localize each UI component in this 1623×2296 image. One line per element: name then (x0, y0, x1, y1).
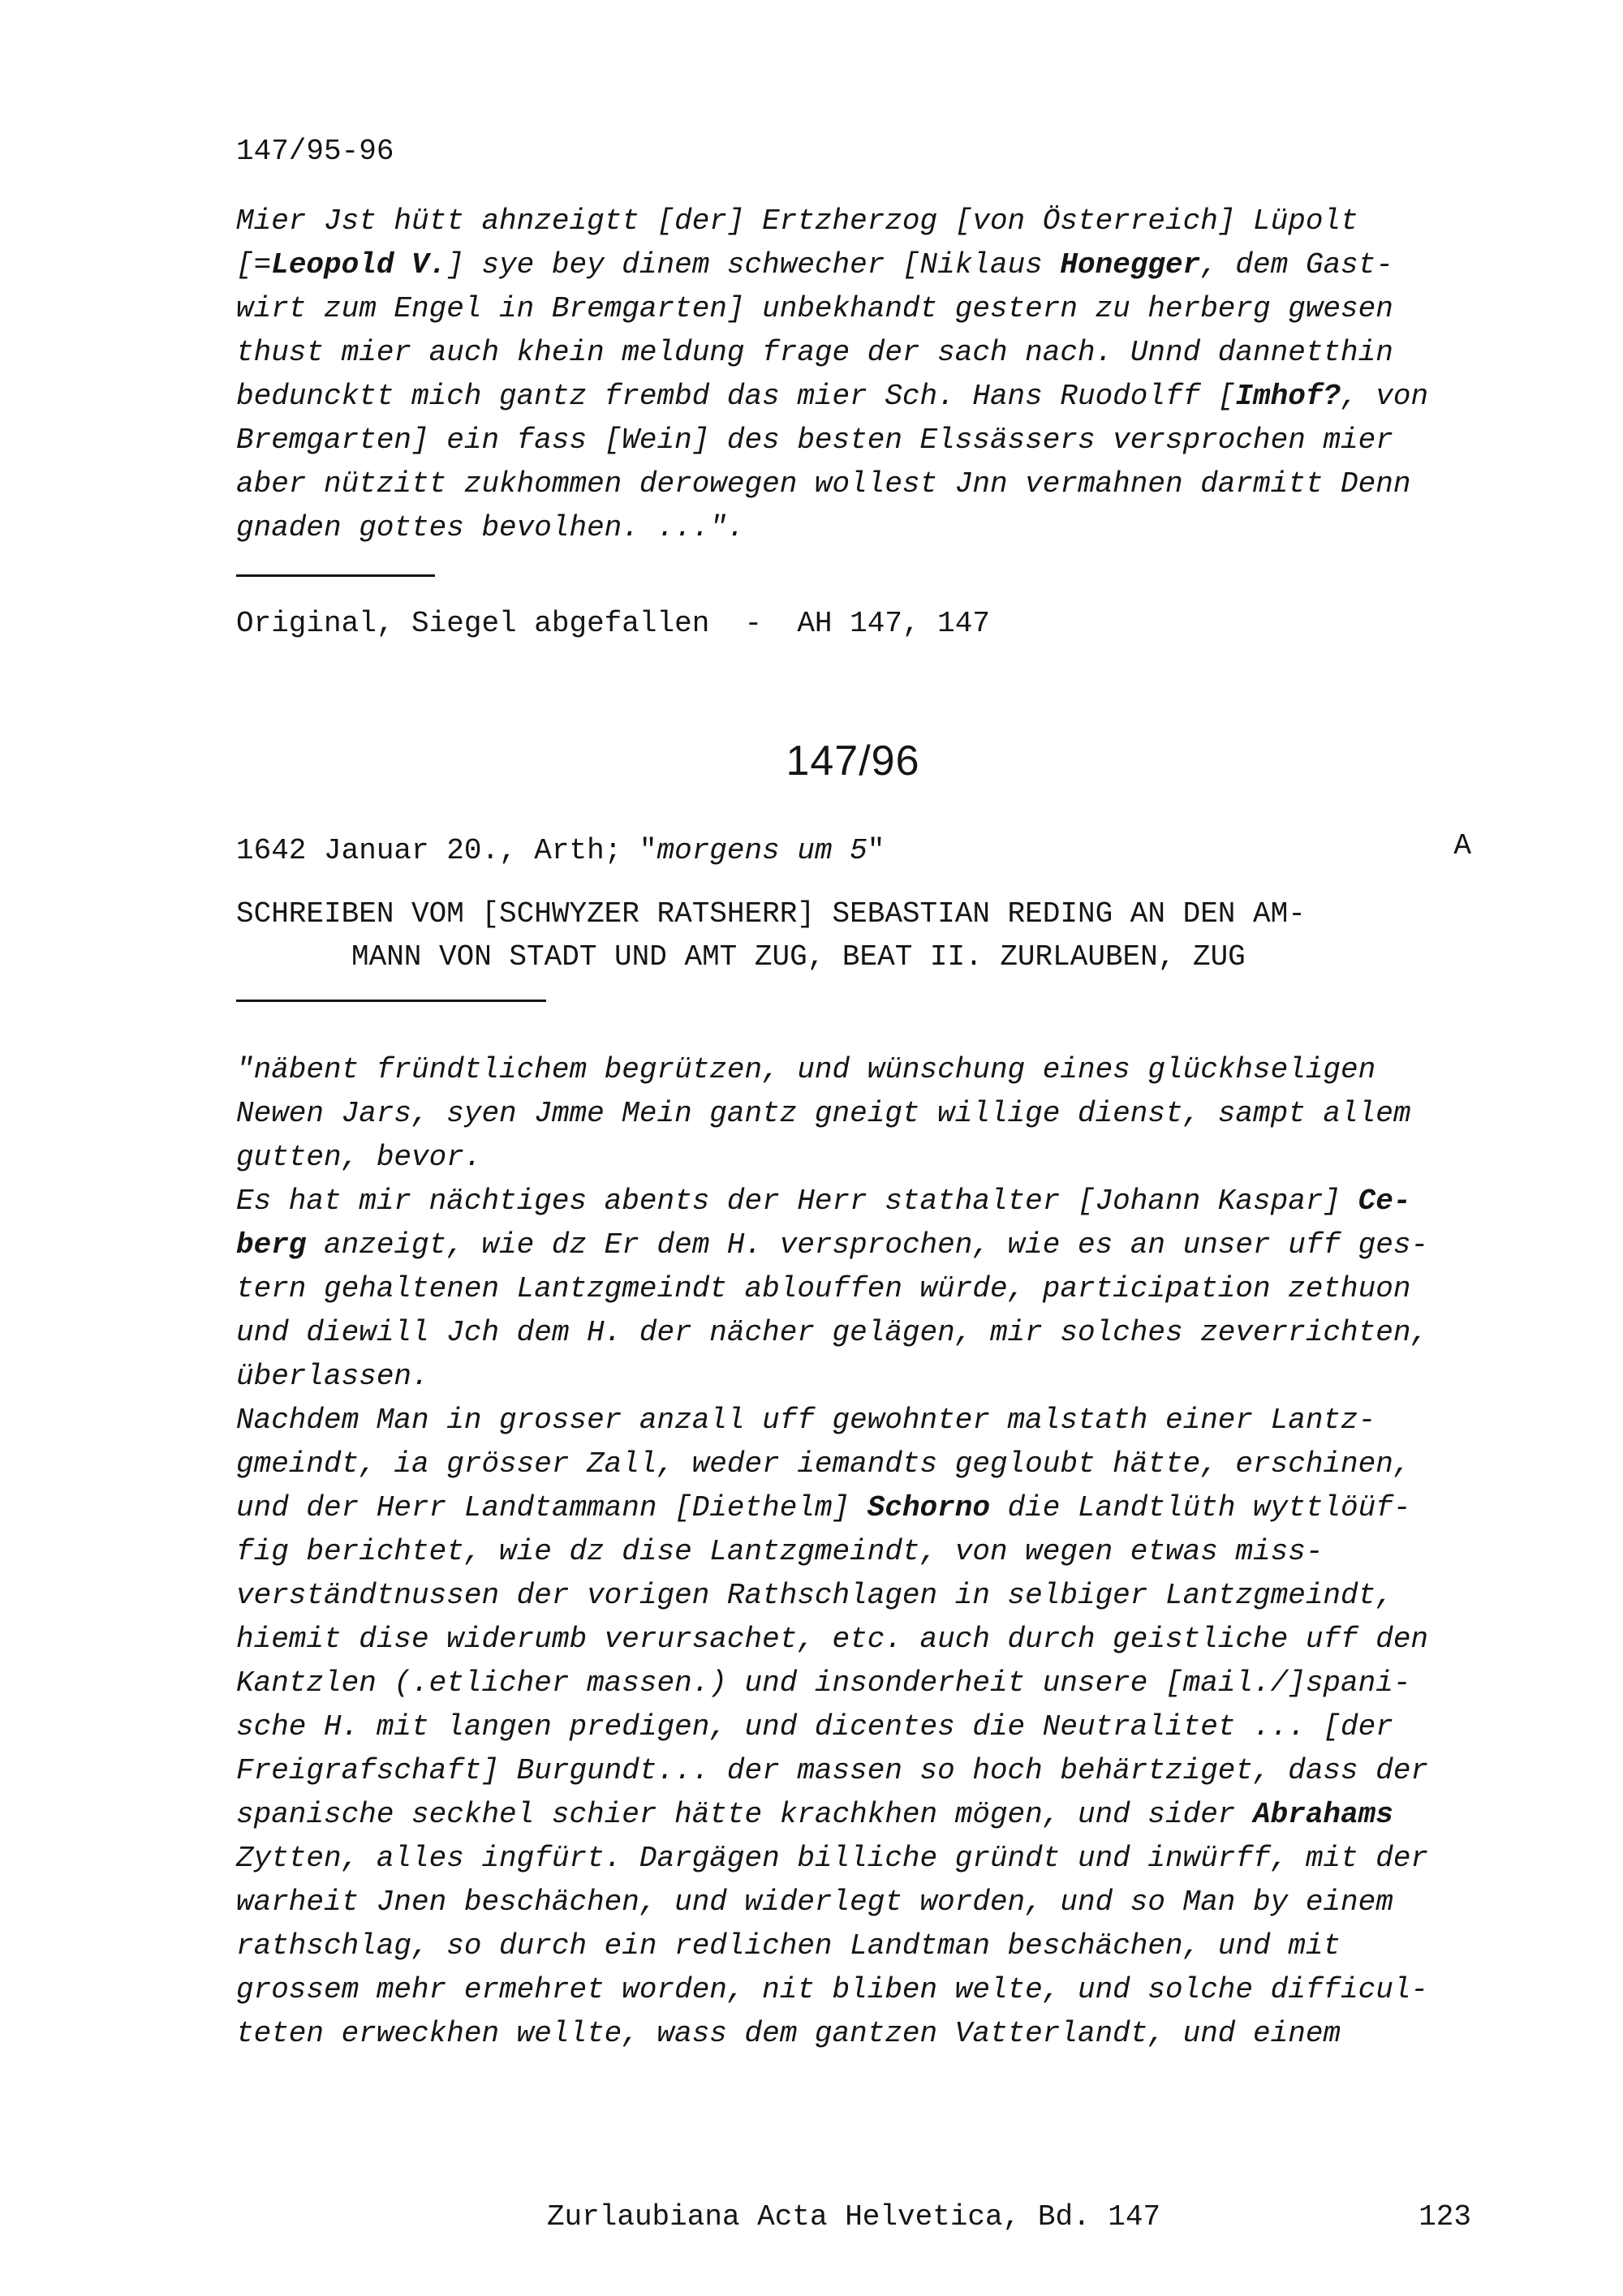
text-line: beduncktt mich gantz frembd das mier Sch. Hans Ruodolff [Imhof?, von (236, 380, 1429, 413)
text-line: 1642 Januar 20., Arth; "morgens um 5" (236, 834, 885, 867)
text-line: Es hat mir nächtiges abents der Herr stathalter [Johann Kaspar] Ce- (236, 1185, 1411, 1218)
text-line: und diewill Jch dem H. der nächer gelägen, mir solches zeverrichten, (236, 1316, 1429, 1349)
divider-rule (236, 1000, 546, 1002)
entry-title (236, 892, 1306, 978)
divider-rule (236, 574, 435, 577)
text-line: rathschlag, so durch ein redlichen Landtman beschächen, und mit (236, 1929, 1341, 1963)
text-line: grossem mehr ermehret worden, nit bliben welte, und solche difficul- (236, 1973, 1429, 2006)
text-line: thust mier auch khein meldung frage der sach nach. Unnd dannetthin (236, 336, 1393, 369)
text-line: warheit Jnen beschächen, und widerlegt worden, und so Man by einem (236, 1885, 1393, 1919)
text-line: hiemit dise widerumb verursachet, etc. auch durch geistliche uff den (236, 1623, 1429, 1656)
text-line: aber nützitt zukhommen derowegen wollest Jnn vermahnen darmitt Denn (236, 467, 1411, 501)
text-line: gnaden gottes bevolhen. ...". (236, 511, 745, 544)
text-line: fig berichtet, wie dz dise Lantzgmeindt, von wegen etwas miss- (236, 1535, 1324, 1568)
entry-dateline (236, 829, 885, 873)
page-reference: 147/95-96 (236, 135, 394, 168)
entry-title-line2: MANN VON STADT UND AMT ZUG, BEAT II. ZURLAUBEN, ZUG (351, 940, 1246, 974)
text-line: und der Herr Landtammann [Diethelm] Schorno die Landtlüth wyttlöüf- (236, 1491, 1411, 1524)
entry-title-line1: SCHREIBEN VOM [SCHWYZER RATSHERR] SEBASTIAN REDING AN DEN AM- (236, 897, 1306, 931)
text-line: berg anzeigt, wie dz Er dem H. versprochen, wie es an unser uff ges- (236, 1228, 1429, 1262)
text-line: Freigrafschaft] Burgundt... der massen so hoch behärtziget, dass der (236, 1754, 1429, 1787)
text-line: Bremgarten] ein fass [Wein] des besten Elssässers versprochen mier (236, 424, 1393, 457)
letter-body-text (236, 1048, 1428, 2056)
text-line: Nachdem Man in grosser anzall uff gewohnter malstath einer Lantz- (236, 1404, 1376, 1437)
footer-journal-title: Zurlaubiana Acta Helvetica, Bd. 147 (546, 2200, 1161, 2234)
text-line: Kantzlen (.etlicher massen.) und insonderheit unsere [mail./]spani- (236, 1666, 1411, 1700)
text-line: sche H. mit langen predigen, und dicentes die Neutralitet ... [der (236, 1710, 1393, 1743)
marginal-letter: A (1453, 829, 1471, 862)
text-line: Newen Jars, syen Jmme Mein gantz gneigt willige dienst, sampt allem (236, 1097, 1411, 1130)
entry-number-heading: 147/96 (786, 737, 920, 785)
dateline-row (236, 829, 1471, 873)
text-line: spanische seckhel schier hätte krachkhen mögen, und sider Abrahams (236, 1798, 1393, 1831)
text-line: teten erweckhen wellte, wass dem gantzen Vatterlandt, und einem (236, 2017, 1341, 2050)
text-line: Zytten, alles ingfürt. Dargägen billiche gründt und inwürff, mit der (236, 1842, 1429, 1875)
text-line: Mier Jst hütt ahnzeigtt [der] Ertzherzog [von Österreich] Lüpolt (236, 204, 1358, 238)
text-line: gmeindt, ia grösser Zall, weder iemandts gegloubt hätte, erschinen, (236, 1447, 1411, 1481)
text-line: tern gehaltenen Lantzgmeindt ablouffen würde, participation zethuon (236, 1272, 1411, 1305)
text-line: verständtnussen der vorigen Rathschlagen in selbiger Lantzgmeindt, (236, 1579, 1393, 1612)
source-annotation: Original, Siegel abgefallen - AH 147, 147 (236, 607, 990, 640)
page-footer (236, 2200, 1471, 2234)
quoted-letter-text (236, 200, 1428, 550)
text-line: überlassen. (236, 1360, 429, 1393)
footer-page-number: 123 (1419, 2200, 1471, 2234)
text-line: gutten, bevor. (236, 1141, 482, 1174)
text-line: wirt zum Engel in Bremgarten] unbekhandt gestern zu herberg gwesen (236, 292, 1393, 325)
text-line: "näbent fründtlichem begrützen, und wünschung eines glückhseligen (236, 1053, 1376, 1086)
text-line: [=Leopold V.] sye bey dinem schwecher [Niklaus Honegger, dem Gast- (236, 248, 1393, 282)
